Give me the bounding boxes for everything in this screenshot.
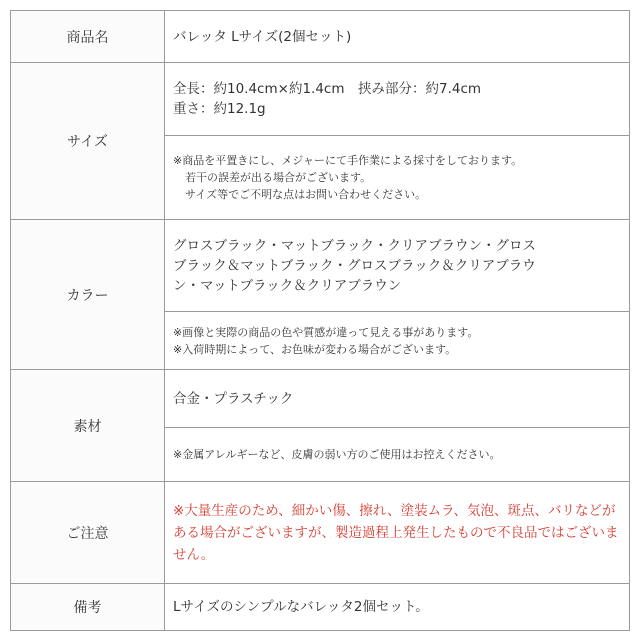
size-note-line: ※商品を平置きにし、メジャーにて手作業による採寸をしております。	[173, 154, 523, 167]
caution-line: せん。	[173, 546, 215, 563]
label-color: カラー	[11, 220, 165, 370]
label-material: 素材	[11, 370, 165, 482]
row-caution	[11, 482, 630, 584]
size-note-line: サイズ等でご不明な点はお問い合わせください。	[185, 188, 427, 201]
row-material-main	[11, 370, 630, 428]
color-note-line: ※入荷時期によって、お色味が変わる場合がございます。	[173, 342, 457, 356]
size-note-line: 若干の誤差が出る場合がございます。	[185, 171, 372, 184]
label-caution: ご注意	[11, 482, 165, 584]
value-size	[165, 63, 630, 136]
color-line: ブラック＆マットブラック・グロスブラック＆クリアブラウ	[173, 257, 536, 274]
label-product-name: 商品名	[11, 11, 165, 63]
value-product-name: バレッタ Lサイズ(2個セット)	[165, 11, 630, 63]
row-size-main	[11, 63, 630, 136]
color-line: グロスブラック・マットブラック・クリアブラウン・グロス	[173, 237, 537, 254]
label-remarks: 備考	[11, 584, 165, 631]
value-remarks: Lサイズのシンプルなバレッタ2個セット。	[165, 584, 630, 631]
caution-line: ある場合がございますが、製造過程上発生したもので不良品ではございま	[173, 524, 619, 541]
value-material: 合金・プラスチック	[165, 370, 630, 428]
color-note-line: ※画像と実際の商品の色や質感が違って見える事があります。	[173, 325, 479, 339]
product-spec-table	[10, 10, 630, 631]
value-caution	[165, 482, 630, 584]
row-product-name	[11, 11, 630, 63]
label-size: サイズ	[11, 63, 165, 220]
size-dimensions: 全長：約10.4cm×約1.4cm 挟み部分：約7.4cm	[173, 81, 482, 97]
color-line: ン・マットブラック＆クリアブラウン	[173, 277, 402, 294]
size-weight: 重さ：約12.1g	[173, 101, 266, 117]
note-size	[165, 136, 630, 220]
note-color	[165, 312, 630, 370]
value-color	[165, 220, 630, 312]
caution-line: ※大量生産のため、細かい傷、擦れ、塗装ムラ、気泡、斑点、バリなどが	[173, 502, 616, 519]
row-color-main	[11, 220, 630, 312]
row-remarks	[11, 584, 630, 631]
note-material: ※金属アレルギーなど、皮膚の弱い方のご使用はお控えください。	[165, 428, 630, 482]
